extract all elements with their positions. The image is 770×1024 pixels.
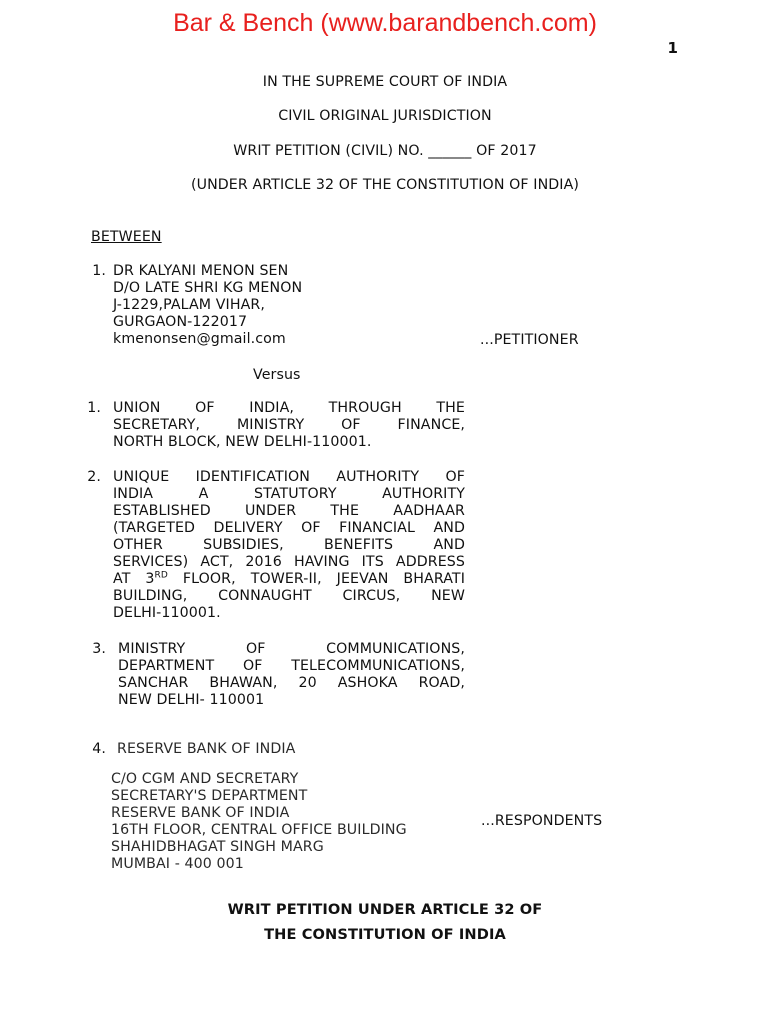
respondent-4-name: RESERVE BANK OF INDIA xyxy=(117,741,296,757)
document-title-line: THE CONSTITUTION OF INDIA xyxy=(264,926,506,943)
respondent-line: C/O CGM AND SECRETARY xyxy=(111,771,299,787)
respondent-line: OTHER SUBSIDIES, BENEFITS AND xyxy=(113,537,465,553)
petitioner-address xyxy=(113,263,302,348)
respondent-line: BUILDING, CONNAUGHT CIRCUS, NEW xyxy=(113,588,465,604)
respondent-line: INDIA A STATUTORY AUTHORITY xyxy=(113,486,465,502)
respondent-line: ESTABLISHED UNDER THE AADHAAR xyxy=(113,503,465,519)
respondent-3-address xyxy=(118,641,465,709)
respondent-4-address xyxy=(111,771,407,873)
respondent-line: UNIQUE IDENTIFICATION AUTHORITY OF xyxy=(113,469,465,485)
petition-number: WRIT PETITION (CIVIL) NO. ______ OF 2017 xyxy=(233,143,537,159)
respondent-line: SECRETARY'S DEPARTMENT xyxy=(111,788,308,804)
petitioner-line: D/O LATE SHRI KG MENON xyxy=(113,280,303,296)
respondent-line: SHAHIDBHAGAT SINGH MARG xyxy=(111,839,324,855)
respondent-line: MINISTRY OF COMMUNICATIONS, xyxy=(118,641,465,657)
respondent-line: SANCHAR BHAWAN, 20 ASHOKA ROAD, xyxy=(118,675,465,691)
respondent-number: 2. xyxy=(87,469,101,485)
respondent-line-part: FLOOR, TOWER-II, JEEVAN BHARATI xyxy=(167,571,465,587)
versus-label: Versus xyxy=(253,367,301,383)
respondent-line: SERVICES) ACT, 2016 HAVING ITS ADDRESS xyxy=(113,554,465,570)
respondent-line: NEW DELHI- 110001 xyxy=(118,692,265,708)
respondent-line-part: AT 3 xyxy=(113,571,155,587)
petitioner-line: DR KALYANI MENON SEN xyxy=(113,263,289,279)
court-name: IN THE SUPREME COURT OF INDIA xyxy=(262,74,508,90)
respondent-line: UNION OF INDIA, THROUGH THE xyxy=(113,400,465,416)
respondent-number: 4. xyxy=(92,741,106,757)
petitioner-line: J-1229,PALAM VIHAR, xyxy=(113,297,265,313)
respondent-line: 16TH FLOOR, CENTRAL OFFICE BUILDING xyxy=(111,822,407,838)
respondent-line: (TARGETED DELIVERY OF FINANCIAL AND xyxy=(113,520,465,536)
page-number: 1 xyxy=(667,39,678,57)
respondent-line: RESERVE BANK OF INDIA xyxy=(111,805,290,821)
under-article: (UNDER ARTICLE 32 OF THE CONSTITUTION OF INDIA) xyxy=(190,177,580,193)
respondent-line: SECRETARY, MINISTRY OF FINANCE, xyxy=(113,417,465,433)
respondent-number: 1. xyxy=(87,400,101,416)
petitioner-line: GURGAON-122017 xyxy=(113,314,248,330)
petitioner-email: kmenonsen@gmail.com xyxy=(113,331,286,347)
respondent-number: 3. xyxy=(92,641,106,657)
respondent-line: MUMBAI - 400 001 xyxy=(111,856,244,872)
respondent-line: DELHI-110001. xyxy=(113,605,221,621)
petitioner-number: 1. xyxy=(92,263,106,279)
document-title-line: WRIT PETITION UNDER ARTICLE 32 OF xyxy=(227,901,543,918)
between-heading: BETWEEN xyxy=(91,229,162,245)
respondent-line-floor xyxy=(113,571,465,588)
respondent-line: DEPARTMENT OF TELECOMMUNICATIONS, xyxy=(118,658,465,674)
petitioner-role: ...PETITIONER xyxy=(480,332,579,348)
ordinal-suffix: RD xyxy=(154,570,168,581)
respondent-line: NORTH BLOCK, NEW DELHI-110001. xyxy=(113,434,372,450)
respondent-2-address xyxy=(113,469,465,622)
jurisdiction: CIVIL ORIGINAL JURISDICTION xyxy=(278,108,492,124)
source-banner: Bar & Bench (www.barandbench.com) xyxy=(173,9,597,37)
respondents-role: ...RESPONDENTS xyxy=(481,813,603,829)
respondent-1-address xyxy=(113,400,465,451)
